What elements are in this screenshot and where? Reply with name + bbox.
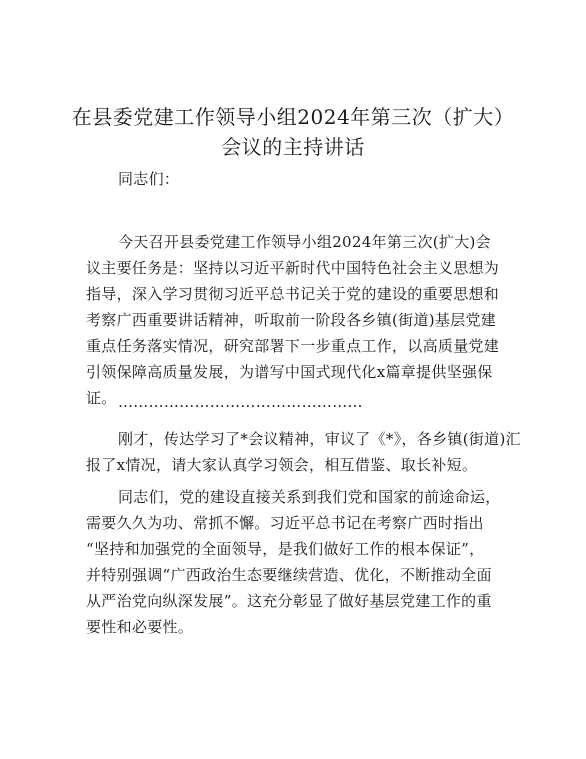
paragraph-line: 指导，深入学习贯彻习近平总书记关于党的建设的重要思想和 <box>86 285 500 303</box>
paragraph-line: 重点任务落实情况，研究部署下一步重点工作，以高质量党建 <box>86 337 500 355</box>
ellipsis-separator <box>86 389 506 415</box>
document-title-line-2: 会议的主持讲话 <box>221 135 365 159</box>
paragraph-1 <box>86 229 506 411</box>
paragraph-line: 需要久久为功、常抓不懈。习近平总书记在考察广西时指出 <box>86 514 484 532</box>
separator-text: ………………………………………… <box>118 393 363 411</box>
greeting <box>86 166 506 192</box>
paragraph-line: 今天召开县委党建工作领导小组2024年第三次(扩大)会 <box>118 233 491 251</box>
paragraph-3 <box>86 484 506 640</box>
paragraph-line: 报了x情况，请大家认真学习领会，相互借鉴、取长补短。 <box>86 456 478 474</box>
paragraph-line: 并特别强调“广西政治生态要继续营造、优化，不断推动全面 <box>86 566 492 584</box>
paragraph-2 <box>86 426 521 478</box>
paragraph-line: 刚才，传达学习了*会议精神，审议了《*》，各乡镇(街道)汇 <box>118 430 521 448</box>
paragraph-line: 同志们，党的建设直接关系到我们党和国家的前途命运， <box>118 488 501 506</box>
greeting-text: 同志们： <box>118 170 180 188</box>
paragraph-line: 证。 <box>86 389 117 407</box>
document-title-line-1: 在县委党建工作领导小组2024年第三次（扩大） <box>71 105 515 129</box>
paragraph-line: 要性和必要性。 <box>86 618 194 636</box>
paragraph-line: 从严治党向纵深发展”。这充分彰显了做好基层党建工作的重 <box>86 592 492 610</box>
paragraph-line: “坚持和加强党的全面领导，是我们做好工作的根本保证”， <box>86 540 485 558</box>
paragraph-line: 议主要任务是：坚持以习近平新时代中国特色社会主义思想为 <box>86 259 500 277</box>
paragraph-line: 考察广西重要讲话精神，听取前一阶段各乡镇(街道)基层党建 <box>86 311 497 329</box>
paragraph-line: 引领保障高质量发展，为谱写中国式现代化x篇章提供坚强保 <box>86 363 493 381</box>
